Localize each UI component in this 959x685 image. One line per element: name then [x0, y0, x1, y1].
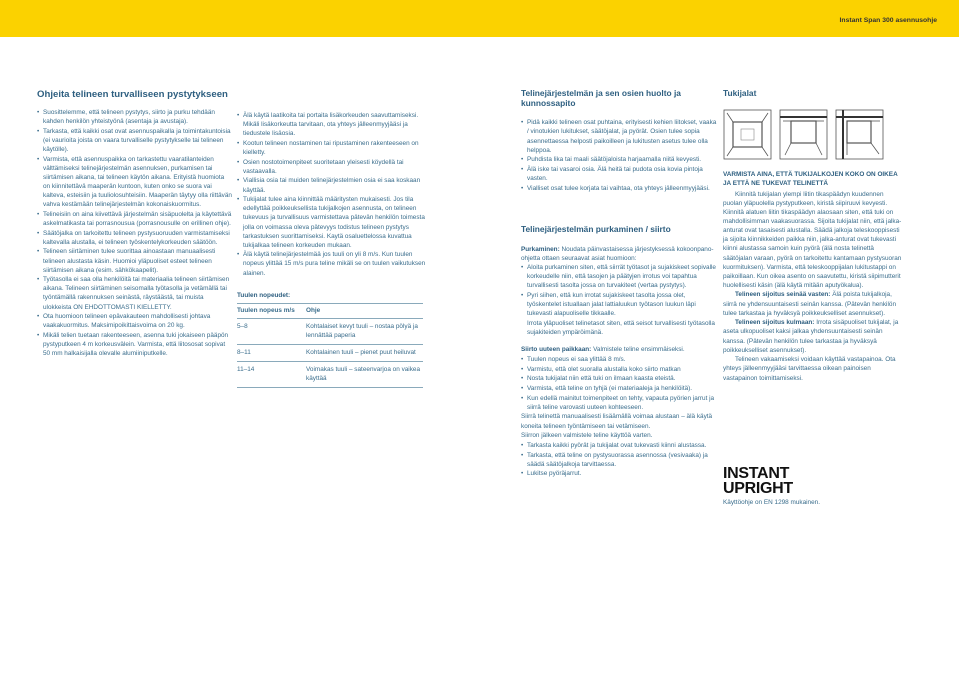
maintenance-list — [521, 118, 717, 193]
list-item: • Vialliset osat tulee korjata tai vaihtaa, ota yhteys jälleenmyyjääsi. — [521, 184, 717, 193]
outrigger-diagrams — [723, 109, 903, 160]
corner-placement-label: Telineen sijoitus kulmaan: — [735, 319, 815, 327]
table-row — [237, 318, 423, 344]
table-header: Ohje — [306, 303, 423, 318]
header-title: Instant Span 300 asennusohje — [839, 17, 937, 24]
safety-list — [37, 108, 233, 358]
table-cell: Kohtalaiset kevyt tuuli – nostaa pölyä ja lennättää paperia — [306, 318, 423, 344]
list-item: • Älä käytä telinejärjestelmää jos tuuli on yli 8 m/s. Kun tuulen nopeus ylittää 15 m/s pura teline mikäli se on tuulen vaikutuksen alainen. — [237, 250, 431, 277]
column-maintenance — [521, 85, 717, 479]
list-item: • Osien nostotoimenpiteet suoritetaan yleisesti köydellä tai vastaavalla. — [237, 158, 431, 176]
safety-list-continued — [237, 111, 431, 278]
column-outriggers — [723, 85, 903, 507]
dismantle-label: Purkaminen: — [521, 245, 560, 253]
list-item: • Säätöjalka on tarkoitettu telineen pystysuoruuden varmistamiseksi kaltevalla alustalla, ei telineen työskentelykorkeuden säätöön. — [37, 229, 233, 247]
outrigger-diagram-wall — [779, 109, 828, 160]
safety-heading: Ohjeita telineen turvalliseen pystytykseen — [37, 89, 228, 100]
list-item: • Tarkasta, että kaikki osat ovat asennuspaikalla ja toimintakuntoisia (ei vaurioita joista on vaara turvalliselle pystytykselle tai telineen käytölle). — [37, 127, 233, 154]
header-bar — [0, 0, 959, 37]
table-header: Tuulen nopeus m/s — [237, 303, 306, 318]
outrigger-diagram-square — [723, 109, 772, 160]
outriggers-heading: Tukijalat — [723, 88, 757, 98]
wind-speed-title: Tuulen nopeudet: — [237, 291, 291, 299]
wall-placement-label: Telineen sijoitus seinää vasten: — [735, 291, 831, 299]
outrigger-notice: VARMISTA AINA, ETTÄ TUKIJALKOJEN KOKO ON OIKEA JA ETTÄ NE TUKEVAT TELINETTÄ — [723, 170, 898, 187]
after-move-text: Siirron jälkeen valmistele teline käyttöä varten. — [521, 432, 653, 440]
list-item: • Varmista, että asennuspaikka on tarkastettu vaaratilanteiden välttämiseksi telinejärjestelmän asennuksen, purkamisen tai siirtämisen aikana, tai telineen käytön aikana. Erityistä huomiota on kiinnitettävä maaperän kuntoon, kuten onko se suora vai kalteva, esteisiin ja tuuliolosuhteisiin. Maaperän täytyy olla riittävän vahva kestämään telinejärjestelmän kokonaiskuormitus. — [37, 155, 233, 210]
move-intro: Valmistele teline ensimmäiseksi. — [593, 346, 685, 354]
list-item: • Suosittelemme, että telineen pystytys, siirto ja purku tehdään kahden henkilön yhteistyönä (asentaja ja avustaja). — [37, 108, 233, 126]
table-row — [237, 345, 423, 362]
table-cell: 5–8 — [237, 318, 306, 344]
outrigger-text: Kiinnitä tukijalan ylempi liitin tikaspäädyn kuudennen puolan yläpuolella pystyputkeen, kiristä siipiruuvi kevyesti. Kiinnitä alatuen liitin tikaspäädyn alaosaan siten, että tuki on mahdollisimman vaakasuorassa. Sijoita tukijalat niin, että jalka-anturat ovat tasaisesti alustalla. Säädä jalkoja teleskooppisesti ja sijoita kiinnikkeiden paikka niin, jalka-anturat ovat tukevasti kiinni alustassa samoin kuin pyörä (älä nosta telinettä säätöjalan varaan, pyörä on tarkoitettu kantamaan pystysuoran kuormituksen). Varmista, että teleskooppijalan lukitustappi on paikoillaan. Kun oikea asento on saavutettu, kiristä siipimutterit huolellisesti käsin (älä käytä mitään aputyökalua). — [723, 190, 902, 289]
list-item: • Pidä kaikki telineen osat puhtaina, erityisesti kehien liitokset, vaaka / vinotukien lukitukset, säätöjalat, ja pyörät. Osien tulee sopia asennettaessa helposti paikoilleen ja lukitusten asetus tulee olla helppoa. — [521, 118, 717, 154]
brand-logo — [723, 466, 903, 496]
list-item: • Varmistu, että olet suoralla alustalla koko siirto matkan — [521, 365, 717, 374]
table-cell: 8–11 — [237, 345, 306, 362]
document-page — [37, 85, 922, 675]
move-text: Siirrä telinettä manuaalisesti lisäämällä voimaa alustaan – älä käytä koneita telineen työntämiseen tai vetämiseen. — [521, 413, 713, 430]
list-item: • Älä iske tai vasaroi osia. Älä heitä tai pudota osia kovia pintoja vasten. — [521, 165, 717, 183]
after-move-list — [521, 441, 717, 479]
list-item: • Telineen siirtäminen tulee suorittaa ainoastaan manuaalisesti telineen alustasta käsin. Huomioi yläpuoliset esteet telineen siirtämisen aikana (esim. sähkökaapelit). — [37, 247, 233, 274]
list-item: • Nosta tukijalat niin että tuki on ilmaan kaasta eteistä. — [521, 374, 717, 383]
move-list — [521, 355, 717, 412]
list-item: • Ota huomioon telineen epävakauteen mahdollisesti johtava vaakakuormitus. Maksimipoikittaisvoima on 20 kg. — [37, 312, 233, 330]
list-item: • Aloita purkaminen siten, että siirrät työtasot ja sujakiskeet sopivalle korkeudelle niin, että tasojen ja päätyjen irrotus voi tapahtua turvallisesti tasolta jossa on turvakiteet (vertaa pystytys). — [521, 263, 717, 290]
dismantle-heading: Telinejärjestelmän purkaminen / siirto — [521, 223, 671, 234]
list-item: • Telineisiin on aina kiivettävä järjestelmän sisäpuolelta ja käytettävä askelmatikasta tai porrasnousua (porrasnousulle on erillinen ohje). — [37, 210, 233, 228]
list-item: • Kun edellä mainitut toimenpiteet on tehty, vapauta pyörien jarrut ja siirrä teline varovasti uuteen kohteeseen. — [521, 394, 717, 412]
table-cell: 11–14 — [237, 362, 306, 388]
list-item: • Älä käytä laatikoita tai portaita lisäkorkeuden saavuttamiseksi. Mikäli lisäkorkeutta tarvitaan, ota yhteys jälleenmyyjääsi ja tiedustele lisäosia. — [237, 111, 431, 138]
list-item: • Pyri siihen, että kun irrotat sujakiskeet tasolta jossa olet, työskentelet istuallaan jalat lattialuukun työtason luukun läpi tukevasti alapuoliselle tikkaalle. — [521, 291, 717, 318]
list-item: • Tukijalat tulee aina kiinnittää määritysten mukaisesti. Jos tila edellyttää poikkeuksellista tukijalkojen asennusta, on telineen tukevuus ja turvallisuus varmistettava pätevän henkilön toimesta jolla on voimassa oleva pätevyys todistus telineen pystytys tarkastuksen suorittamiseksi. Kaytä osaluettelossa kuvattua tukijalkaa telineen korkeuden mukaan. — [237, 195, 431, 250]
table-cell: Voimakas tuuli – sateenvarjoa on vaikea käyttää — [306, 362, 423, 388]
move-label: Siirto uuteen paikkaan: — [521, 346, 592, 354]
logo-line-2: UPRIGHT — [723, 479, 793, 497]
logo-line-1: INSTANT — [723, 464, 790, 482]
wind-speed-table — [237, 303, 423, 389]
list-item: • Puhdista lika tai maali säätöjaloista harjaamalla niitä kevyesti. — [521, 155, 717, 164]
column-safety — [37, 85, 233, 359]
list-item: • Viallisia osia tai muiden telinejärjestelmien osia ei saa koskaan käyttää. — [237, 176, 431, 194]
counterweight-text: Telineen vakaamiseksi voidaan käyttää vastapainoa. Ota yhteys jälleenmyyjääsi tarvittaessa oikean painoisen vastapainon toimittamiseksi. — [723, 356, 896, 382]
list-item: • Mikäli telien tuetaan rakenteeseen, asenna tuki jokaiseen pääpön pystyputkeen 4 m korkeusvälein. Varmista, että liitososat sopivat 50 mm halkaisijalla olevalle alumiiniputkelle. — [37, 331, 233, 358]
corner-placement-text: Irrota sisäpuoliset tukijalat, ja aseta ulkopuoliset kaksi jalkaa yhdensuuntaisesti seinän kanssa. (Pätevän henkilön tulee tarkastaa ja hyväksyä poikkeukselliset asennukset). — [723, 319, 899, 354]
wall-placement-text: Älä poista tukijalkoja, siirrä ne yhdensuuntaisesti seinän kanssa. (Pätevän henkilön tulee tarkastaa ja hyväksyä poikkeukselliset asennukset). — [723, 291, 897, 317]
table-cell: Kohtalainen tuuli – pienet puut heiluvat — [306, 345, 423, 362]
table-header-row — [237, 303, 423, 318]
dismantle-list — [521, 263, 717, 318]
list-item: • Tuulen nopeus ei saa ylittää 8 m/s. — [521, 355, 717, 364]
list-item: • Työtasolla ei saa olla henkilöitä tai materiaalia telineen siirtämisen aikana. Telineen siirtäminen seisomalla työtasolla ja vetämällä tai työntämällä rakennuksen seinästä, räystäästä, tai muista ulokkeista ON EHDOTTOMASTI KIELLETTY. — [37, 275, 233, 311]
column-safety-continued — [237, 111, 431, 388]
list-item: • Kootun telineen nostaminen tai ripustaminen rakenteeseen on kielletty. — [237, 139, 431, 157]
compliance-note: Käyttöohje on EN 1298 mukainen. — [723, 498, 820, 506]
list-item: • Varmista, että teline on tyhjä (ei materiaaleja ja henkilöitä). — [521, 384, 717, 393]
table-row — [237, 362, 423, 388]
list-item: • Tarkasta, että teline on pystysuorassa asennossa (vesivaaka) ja säädä säätöjalkoja tarvittaessa. — [521, 451, 717, 469]
dismantle-text: Irrota yläpuoliset telinetasot siten, että seisot turvallisesti työtasolla sujakiteiden ympäröimänä. — [527, 320, 715, 337]
list-item: • Tarkasta kaikki pyörät ja tukijalat ovat tukevasti kiinni alustassa. — [521, 441, 717, 450]
dismantle-intro: Noudata päinvastaisessa järjestyksessä kokoonpano-ohjetta ottaen seuraavat asiat huomioon: — [521, 245, 714, 262]
outrigger-diagram-corner — [835, 109, 884, 160]
maintenance-heading: Telinejärjestelmän ja sen osien huolto ja kunnossapito — [521, 88, 681, 108]
list-item: • Lukitse pyöräjarrut. — [521, 469, 717, 478]
